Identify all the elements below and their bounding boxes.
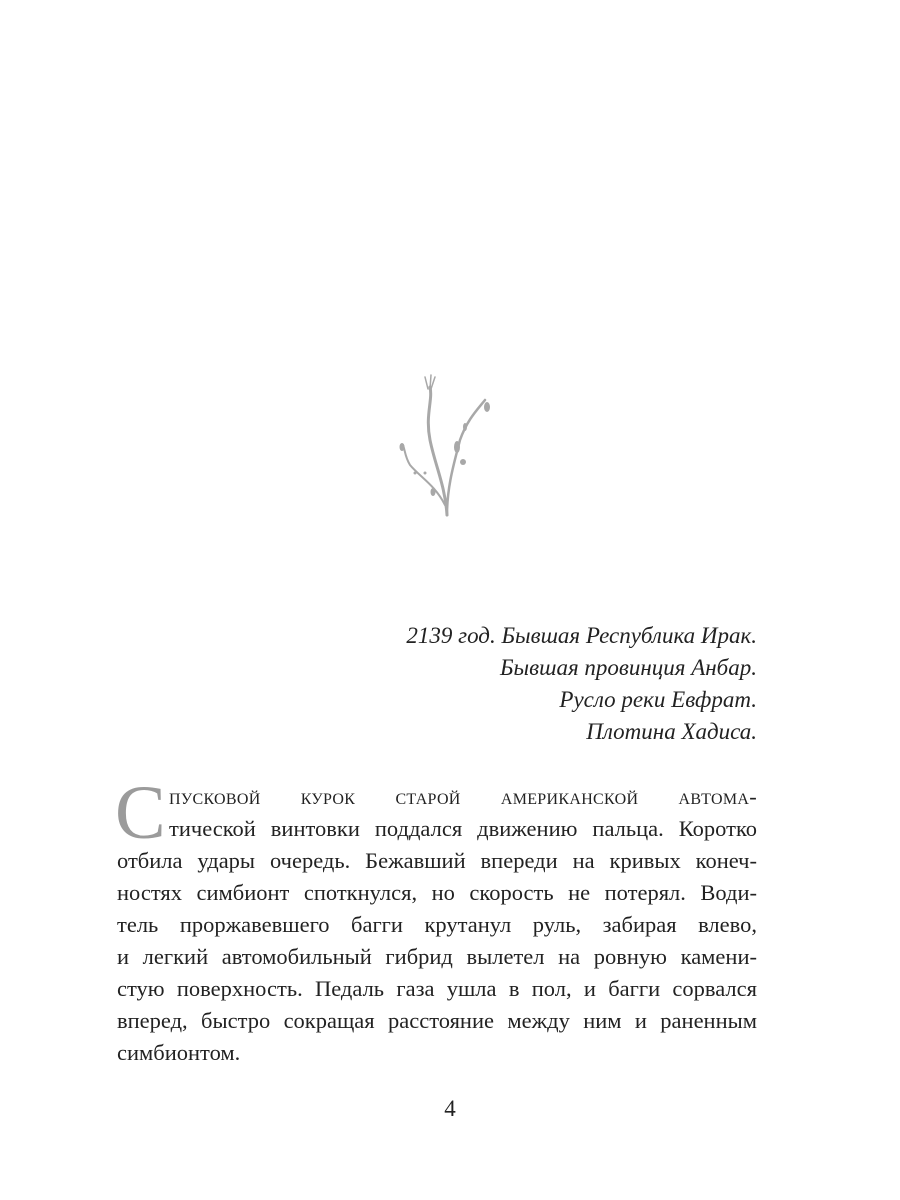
epigraph-line: 2139 год. Бывшая Республика Ирак. [406, 623, 757, 648]
text-line: и легкий автомобильный гибрид вылетел на ровную камени- [117, 944, 757, 969]
drop-cap: С [115, 771, 166, 855]
body-paragraph [115, 771, 757, 1069]
text-line: пусковой курок старой американской автома- [169, 784, 757, 809]
epigraph-line: Бывшая провинция Анбар. [499, 655, 757, 680]
text-line: тической винтовки поддался движению пальца. Коротко [169, 816, 757, 841]
text-line: отбила удары очередь. Бежавший впереди на кривых конеч- [117, 848, 757, 873]
page-number: 4 [444, 1096, 456, 1121]
text-line: ностях симбионт споткнулся, но скорость не потерял. Води- [117, 880, 757, 905]
text-line: симбионтом. [117, 1040, 241, 1065]
epigraph-line: Русло реки Евфрат. [559, 687, 757, 712]
plant-ornament-icon [385, 365, 495, 525]
text-line: стую поверхность. Педаль газа ушла в пол, и багги сорвался [117, 976, 757, 1001]
epigraph [406, 620, 757, 748]
text-line: тель проржавевшего багги крутанул руль, забирая влево, [117, 912, 757, 937]
text-line: вперед, быстро сокращая расстояние между ним и раненным [117, 1008, 757, 1033]
epigraph-line: Плотина Хадиса. [586, 719, 757, 744]
